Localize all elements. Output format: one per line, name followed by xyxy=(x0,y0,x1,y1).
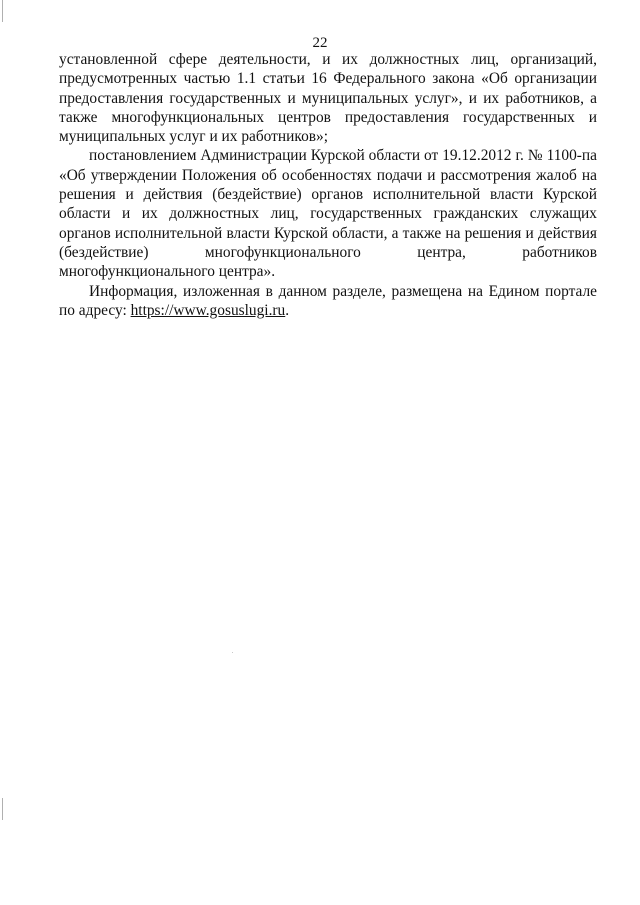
paragraph-continuation: установленной сфере деятельности, и их должностных лиц, организаций, предусмотренных частью 1.1 статьи 16 Федерального закона «Об организации предоставления государственных и муниципальных услуг», и их работников, а также многофункциональных центров предоставления государственных и муниципальных услуг и их работников»; xyxy=(59,51,597,146)
page-number: 22 xyxy=(312,35,328,51)
scan-speck xyxy=(232,652,233,653)
scan-margin-mark xyxy=(2,798,3,820)
paragraph-information xyxy=(59,282,597,321)
gosuslugi-link[interactable]: https://www.gosuslugi.ru xyxy=(130,301,286,319)
information-end: . xyxy=(285,301,290,319)
scan-margin-mark xyxy=(2,0,3,22)
paragraph-resolution: постановлением Администрации Курской области от 19.12.2012 г. № 1100-па «Об утверждении Положения об особенностях подачи и рассмотрения жалоб на решения и действия (бездействие) органов исполнительной власти Курской области и их должностных лиц, государственных гражданских служащих органов исполнительной власти Курской области, а также на решения и действия (бездействие) многофункционального центра, работников многофункционального центра». xyxy=(59,147,597,281)
information-text: Информация, изложенная в данном разделе, размещена на Едином портале по адресу: xyxy=(59,282,597,319)
document-body xyxy=(59,50,597,320)
